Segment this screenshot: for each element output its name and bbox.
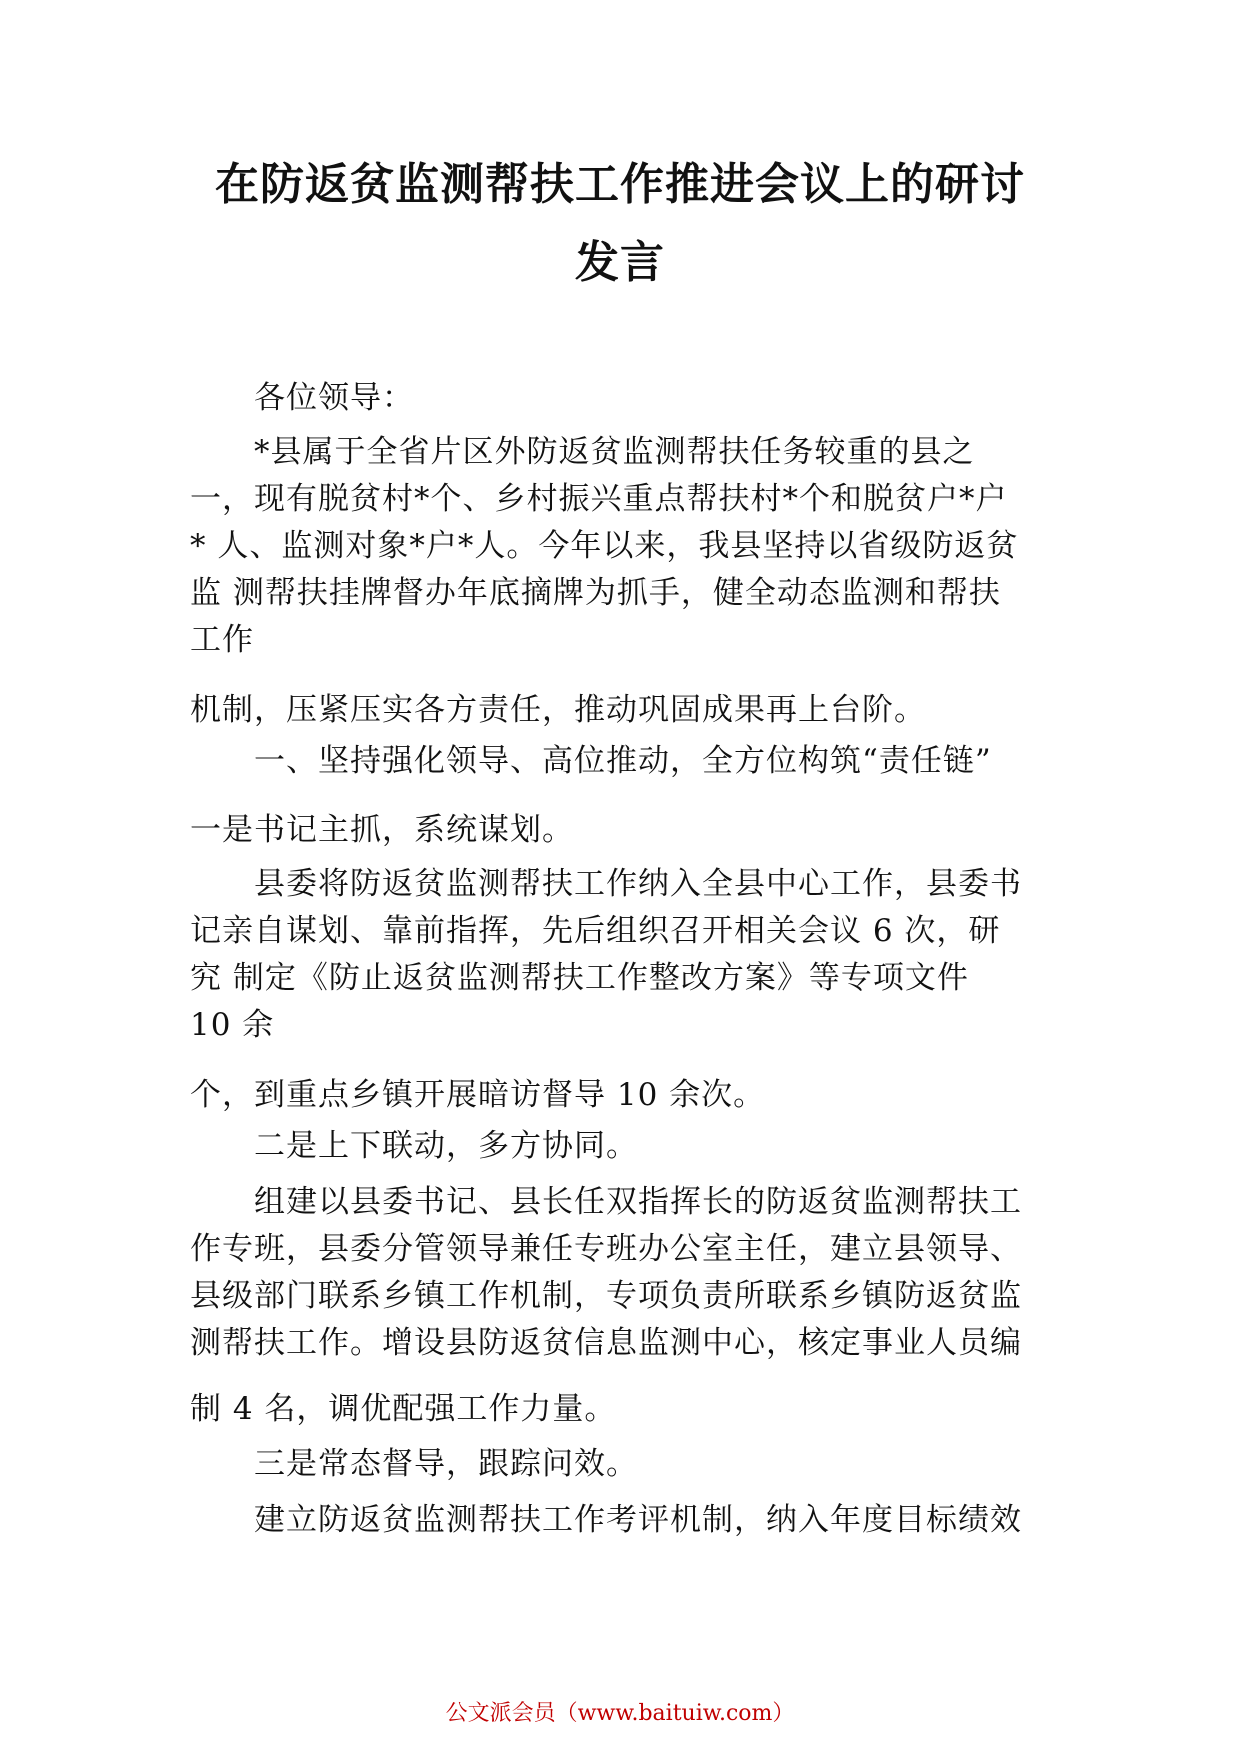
paragraph-line: 个，到重点乡镇开展暗访督导 10 余次。	[190, 1077, 766, 1113]
paragraph-line: 作专班，县委分管领导兼任专班办公室主任，建立县领导、	[190, 1231, 1022, 1267]
footer-watermark-link[interactable]: 公文派会员（www.baituiw.com）	[445, 1701, 795, 1726]
paragraph-line: 机制，压紧压实各方责任，推动巩固成果再上台阶。	[190, 692, 926, 728]
section-heading: 一、坚持强化领导、高位推动，全方位构筑“责任链”	[254, 743, 992, 779]
subheading: 二是上下联动，多方协同。	[254, 1128, 638, 1164]
paragraph-line: 组建以县委书记、县长任双指挥长的防返贫监测帮扶工	[254, 1184, 1022, 1220]
paragraph-line: 究 制定《防止返贫监测帮扶工作整改方案》等专项文件	[190, 960, 969, 996]
paragraph-line: 制 4 名，调优配强工作力量。	[190, 1391, 617, 1427]
paragraph-line: 建立防返贫监测帮扶工作考评机制，纳入年度目标绩效	[254, 1502, 1022, 1538]
paragraph-line: * 人、监测对象*户*人。今年以来，我县坚持以省级防返贫	[190, 528, 1019, 564]
paragraph-line: *县属于全省片区外防返贫监测帮扶任务较重的县之	[254, 434, 975, 470]
subheading: 一是书记主抓，系统谋划。	[190, 812, 574, 848]
paragraph-line: 县委将防返贫监测帮扶工作纳入全县中心工作，县委书	[254, 866, 1022, 902]
document-title-line-2: 发言	[575, 237, 665, 288]
paragraph-line: 监 测帮扶挂牌督办年底摘牌为抓手，健全动态监测和帮扶	[190, 575, 1001, 611]
paragraph-line: 一，现有脱贫村*个、乡村振兴重点帮扶村*个和脱贫户*户	[190, 481, 1008, 517]
paragraph-line: 测帮扶工作。增设县防返贫信息监测中心，核定事业人员编	[190, 1325, 1022, 1361]
salutation: 各位领导：	[254, 380, 414, 416]
paragraph-line: 工作	[190, 622, 254, 658]
paragraph-line: 10 余	[190, 1007, 275, 1043]
paragraph-line: 县级部门联系乡镇工作机制，专项负责所联系乡镇防返贫监	[190, 1278, 1022, 1314]
document-title-line-1: 在防返贫监测帮扶工作推进会议上的研讨	[215, 159, 1025, 210]
subheading: 三是常态督导，跟踪问效。	[254, 1446, 638, 1482]
paragraph-line: 记亲自谋划、靠前指挥，先后组织召开相关会议 6 次，研	[190, 913, 1001, 949]
